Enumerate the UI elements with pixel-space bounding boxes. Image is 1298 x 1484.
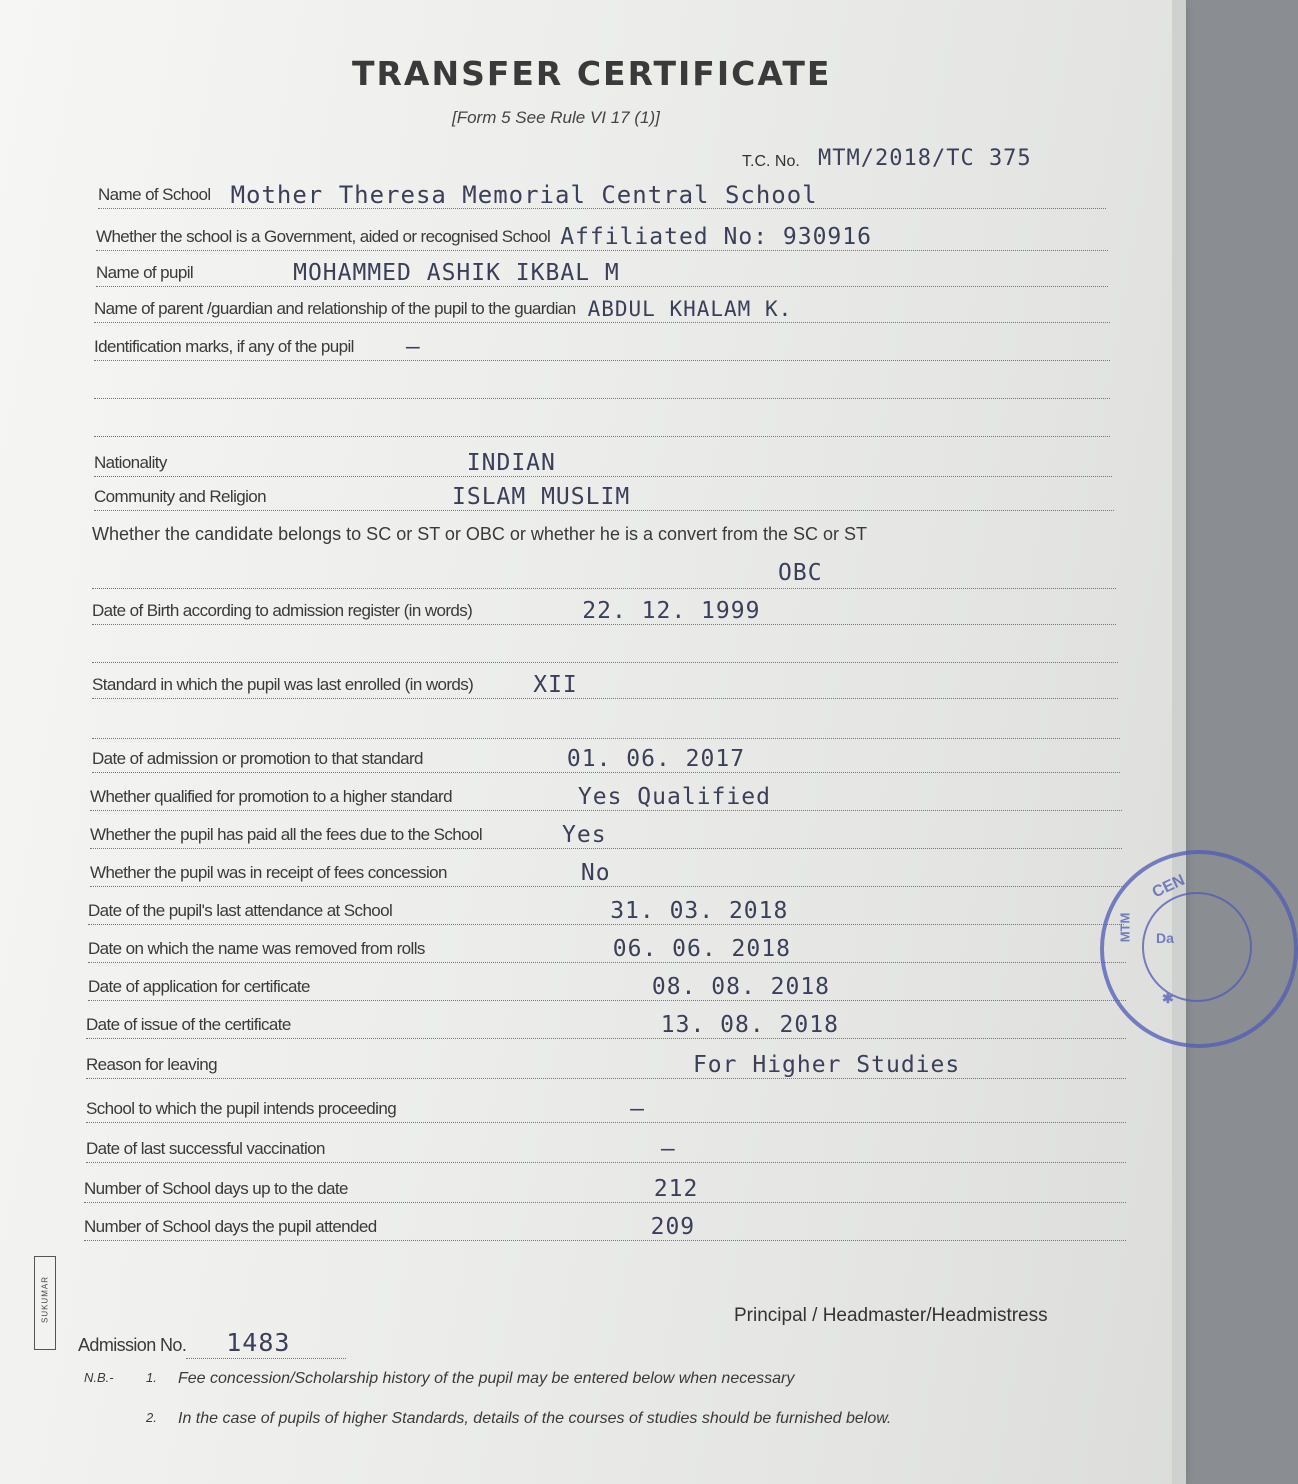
field-label: Standard in which the pupil was last enrolled (in words) [92,675,474,694]
field-standard-enrolled [92,668,1118,699]
field-label: Whether the school is a Government, aided or recognised School [96,227,551,246]
nb-note-1: Fee concession/Scholarship history of the pupil may be entered below when necessary [178,1370,795,1387]
field-value: 212 [653,1176,699,1202]
field-last-attendance [88,894,1124,925]
field-value: — [405,334,421,360]
field-value: Yes Qualified [577,784,771,810]
field-nationality [94,446,1112,477]
field-value: 06. 06. 2018 [612,936,791,962]
field-value: 22. 12. 1999 [582,598,761,624]
field-identification-marks [94,330,1110,361]
field-label: Name of parent /guardian and relationship of the pupil to the guardian [94,299,576,318]
field-fees-paid [90,818,1122,849]
nb-prefix: N.B.- [84,1370,114,1385]
field-pupil-name [96,256,1108,287]
field-label: Whether the pupil was in receipt of fees concession [90,863,447,882]
tc-no-value: MTM/2018/TC 375 [818,146,1032,171]
field-school-days-total [84,1172,1126,1203]
certificate-subtitle: [Form 5 See Rule VI 17 (1)] [452,108,660,127]
field-value: MOHAMMED ASHIK IKBAL M [293,260,620,286]
admission-no [78,1328,346,1359]
field-value: INDIAN [466,450,556,476]
paper-edge [1172,0,1186,1484]
field-value: 01. 06. 2017 [566,746,746,772]
admission-no-label: Admission No. [78,1335,187,1355]
field-label: Date of application for certificate [88,977,310,996]
field-value: For Higher Studies [692,1052,961,1078]
field-label: Date on which the name was removed from rolls [88,939,425,958]
field-value: — [660,1136,676,1162]
field-vaccination-date [86,1132,1126,1163]
side-margin-tag [34,1256,56,1350]
blank-line [94,398,1110,399]
blank-line [94,436,1110,437]
field-label: Whether qualified for promotion to a higher standard [90,787,452,806]
field-label: Number of School days up to the date [84,1179,348,1198]
field-reason-leaving [86,1048,1126,1079]
blank-line [92,662,1118,663]
field-date-of-birth [92,594,1116,625]
field-qualified-promotion [90,780,1122,811]
field-sc-st-obc-label: Whether the candidate belongs to SC or ST or OBC or whether he is a convert from the SC or ST [92,524,868,544]
admission-no-value: 1483 [226,1328,291,1357]
side-margin-tag-text: SUKUMAR [40,1276,50,1324]
blank-line [92,588,1116,589]
nb-note-2: In the case of pupils of higher Standards, details of the courses of studies should be furnished below. [178,1410,892,1427]
field-value: 08. 08. 2018 [651,974,831,1000]
school-stamp [1100,850,1298,1048]
field-label: Reason for leaving [86,1055,217,1074]
nb-note-2-number: 2. [146,1410,157,1425]
field-sc-st-obc-value: OBC [778,560,823,586]
field-value: No [580,860,611,886]
blank-line [92,738,1120,739]
field-value: Affiliated No: 930916 [560,224,872,250]
stamp-inner-ring [1142,892,1252,1002]
field-label: Number of School days the pupil attended [84,1217,377,1236]
field-school-type [96,220,1108,251]
field-value: 31. 03. 2018 [610,898,789,924]
field-label: Date of the pupil's last attendance at School [88,901,393,920]
field-school-days-attended [84,1210,1126,1241]
certificate-title: TRANSFER CERTIFICATE [352,54,832,93]
field-label: Date of admission or promotion to that standard [92,749,423,768]
field-label: School to which the pupil intends proceeding [86,1099,397,1118]
field-value: 209 [650,1214,696,1240]
field-value: ISLAM MUSLIM [452,484,631,510]
field-value: ABDUL KHALAM K. [587,297,793,321]
field-label: Community and Religion [94,487,266,506]
field-date-admission [92,742,1120,773]
field-removed-from-rolls [88,932,1126,963]
field-value: 13. 08. 2018 [660,1012,839,1038]
tc-no-label: T.C. No. [742,153,800,170]
stamp-star-icon: ✱ [1162,990,1174,1006]
field-value: Mother Theresa Memorial Central School [230,181,818,209]
stamp-text-inner: Da [1156,930,1174,946]
field-value: Yes [562,822,607,848]
field-label: Identification marks, if any of the pupil [94,337,354,356]
field-label: Date of issue of the certificate [86,1015,291,1034]
field-school-proceeding [86,1092,1126,1123]
field-value: — [630,1096,645,1122]
field-label: Nationality [94,453,167,472]
field-value: XII [533,672,578,698]
field-community-religion [94,480,1114,511]
field-fees-concession [90,856,1124,887]
field-label: Date of Birth according to admission register (in words) [92,601,473,620]
field-school-name [98,178,1106,209]
field-application-date [88,970,1126,1001]
field-label: Name of School [98,185,211,204]
field-issue-date [86,1008,1126,1039]
stamp-text-top: CEN [1149,871,1188,902]
admission-no-slot [186,1328,346,1359]
field-label: Whether the pupil has paid all the fees due to the School [90,825,483,844]
principal-signature-label: Principal / Headmaster/Headmistress [734,1305,1048,1326]
nb-note-1-number: 1. [146,1370,157,1385]
field-label: Date of last successful vaccination [86,1139,325,1158]
stamp-text-left: MTM [1117,912,1133,943]
field-label: Name of pupil [96,263,194,282]
field-guardian [94,292,1110,323]
